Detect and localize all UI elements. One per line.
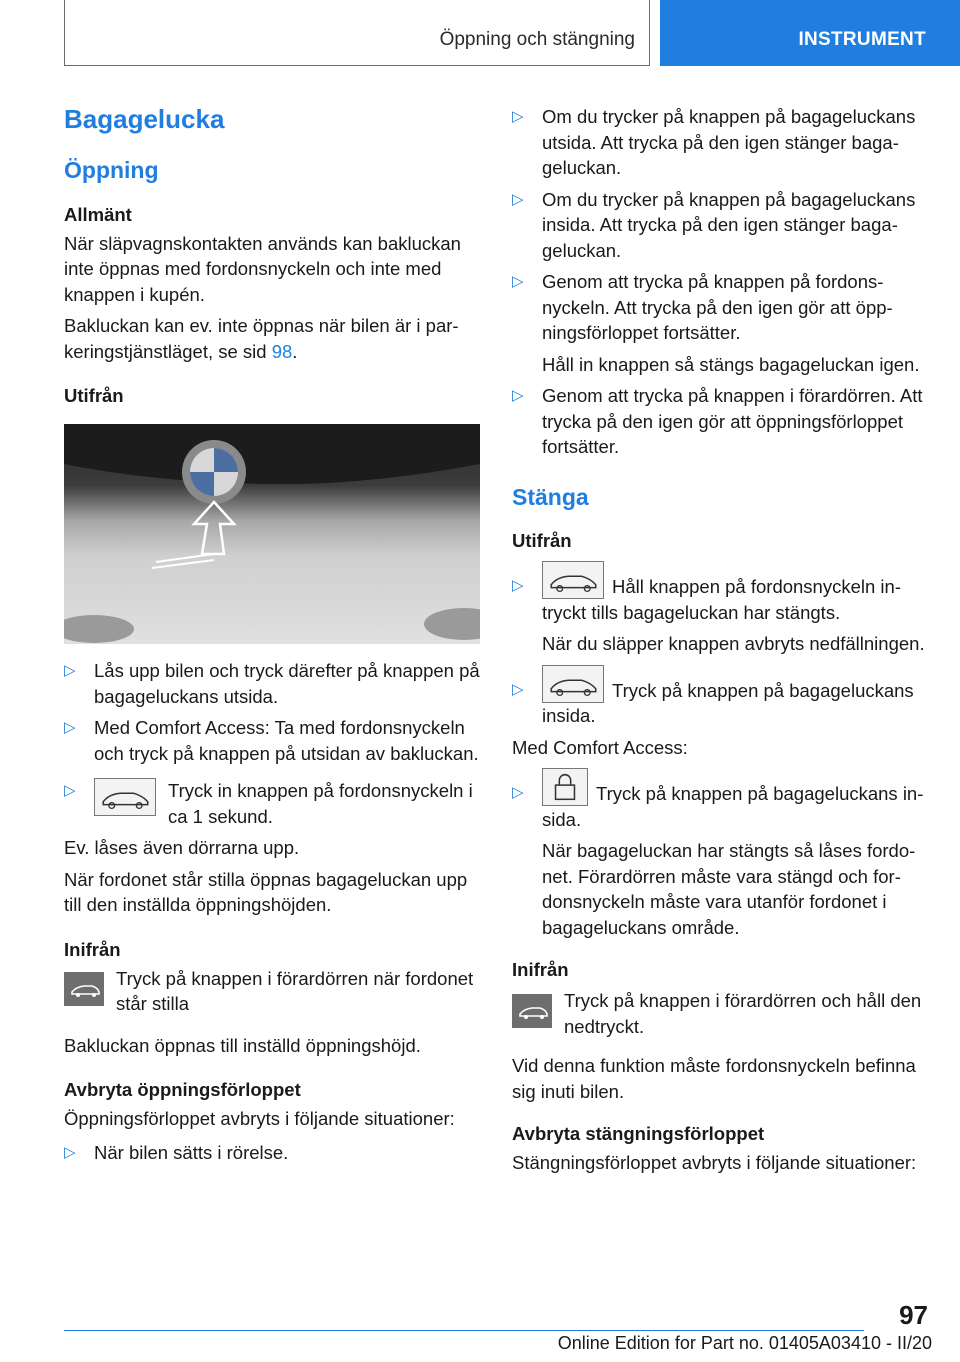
list-item-text: Tryck på knappen på bagageluckans insida. bbox=[542, 783, 924, 830]
paragraph-slapvagn: När släpvagnskontakten används kan bakluckan inte öppnas med fordonsnyckeln och inte med knappen i kupén. bbox=[64, 232, 461, 305]
heading-avbryta-oppning: Avbryta öppningsförloppet bbox=[64, 1079, 301, 1101]
triangle-bullet-icon: ▷ bbox=[64, 1143, 76, 1161]
paragraph-parkering-text: Bakluckan kan ev. inte öppnas när bilen är i parkeringstjänstläget, se sid bbox=[64, 315, 459, 362]
lock-icon bbox=[542, 768, 588, 806]
header-section-title: Öppning och stängning bbox=[439, 29, 635, 50]
list-item bbox=[512, 187, 928, 264]
list-item-text: Genom att trycka på knappen i förardörren. Att trycka på den igen gör att öppningsförloppet fortsätter. bbox=[542, 385, 923, 457]
triangle-bullet-icon: ▷ bbox=[64, 719, 76, 737]
list-item bbox=[512, 104, 928, 181]
inside-button-text: Tryck på knappen i förardörren när fordonet står stilla bbox=[116, 967, 474, 1015]
paragraph-key-inside: Vid denna funktion måste fordonsnyckeln befinna sig inuti bilen. bbox=[512, 1055, 916, 1102]
list-item bbox=[64, 658, 480, 709]
triangle-bullet-icon: ▷ bbox=[512, 784, 524, 802]
triangle-bullet-icon: ▷ bbox=[512, 273, 524, 290]
list-item bbox=[64, 715, 480, 766]
trunk-photo-illustration bbox=[64, 424, 480, 644]
paragraph-open-height: Bakluckan öppnas till inställd öppningshöjd. bbox=[64, 1034, 421, 1056]
list-item-subtext: När bagageluckan har stängts så låses fordonet. Förardörren måste vara stängd och fordonsnyckeln måste vara utanför fordonet i bagageluckans område. bbox=[542, 840, 916, 938]
right-column bbox=[512, 104, 928, 1176]
page-number: 97 bbox=[899, 1300, 928, 1330]
close-outside-bullets bbox=[512, 561, 928, 729]
list-item bbox=[512, 269, 928, 377]
list-item bbox=[512, 561, 928, 657]
list-item-subtext: När du släpper knappen avbryts nedfällningen. bbox=[542, 633, 925, 655]
paragraph-doors: Ev. låses även dörrarna upp. bbox=[64, 837, 300, 859]
header-chapter-title: INSTRUMENT bbox=[798, 29, 926, 50]
paragraph-interrupt: Öppningsförloppet avbryts i följande situationer: bbox=[64, 1108, 455, 1130]
list-item-text: Tryck på knappen på bagageluckans insida. bbox=[542, 679, 914, 727]
inside-close-row bbox=[512, 988, 928, 1039]
triangle-bullet-icon: ▷ bbox=[512, 190, 524, 208]
triangle-bullet-icon: ▷ bbox=[64, 782, 76, 800]
footer-divider bbox=[64, 1330, 864, 1331]
key-button-text: Tryck in knappen på fordonsnyckeln i ca 1 sekund. bbox=[168, 780, 473, 827]
heading-inifran: Inifrån bbox=[64, 938, 121, 960]
driver-door-trunk-icon bbox=[512, 994, 552, 1028]
list-item-text: Genom att trycka på knappen på fordonsnyckeln. Att trycka på den igen gör att öppningsförloppet fortsätter. bbox=[542, 271, 893, 343]
paragraph-parkering-end: . bbox=[292, 340, 298, 362]
triangle-bullet-icon: ▷ bbox=[512, 387, 524, 404]
triangle-bullet-icon: ▷ bbox=[64, 662, 76, 680]
heading-allmant: Allmänt bbox=[64, 203, 132, 225]
left-column bbox=[64, 96, 480, 1165]
section-heading-oppning: Öppning bbox=[64, 157, 159, 184]
driver-door-trunk-icon bbox=[64, 972, 104, 1006]
paragraph-close-interrupt: Stängningsförloppet avbryts i följande situationer: bbox=[512, 1152, 917, 1174]
interrupt-bullets-continued bbox=[512, 104, 928, 460]
triangle-bullet-icon: ▷ bbox=[512, 577, 524, 595]
header-chapter-tab bbox=[660, 0, 960, 66]
trunk-button-photo bbox=[64, 424, 480, 644]
header-section-tab bbox=[64, 0, 650, 66]
list-item-text: Med Comfort Access: Ta med fordonsnyckeln och tryck på knappen på utsidan av bakluckan. bbox=[94, 717, 479, 764]
section-heading-stanga: Stänga bbox=[512, 483, 589, 510]
list-item bbox=[64, 1140, 480, 1166]
page-title: Bagagelucka bbox=[64, 104, 225, 134]
car-trunk-key-icon bbox=[542, 561, 604, 599]
car-trunk-inside-icon bbox=[542, 665, 604, 703]
car-trunk-key-icon bbox=[94, 778, 156, 816]
list-item bbox=[512, 665, 928, 729]
heading-avbryta-stangning: Avbryta stängningsförloppet bbox=[512, 1123, 765, 1145]
list-item-text: När bilen sätts i rörelse. bbox=[94, 1141, 289, 1163]
page-link-98[interactable]: 98 bbox=[271, 340, 293, 362]
list-item bbox=[512, 383, 928, 460]
unlock-bullets bbox=[64, 658, 480, 766]
comfort-bullets bbox=[512, 768, 928, 940]
heading-utifran-stanga: Utifrån bbox=[512, 530, 572, 552]
heading-utifran: Utifrån bbox=[64, 385, 124, 407]
edition-note: Online Edition for Part no. 01405A03410 - II/20 bbox=[557, 1333, 932, 1353]
key-button-row bbox=[64, 778, 480, 829]
inside-button-row bbox=[64, 966, 480, 1017]
inside-close-text: Tryck på knappen i förardörren och håll den nedtryckt. bbox=[564, 990, 922, 1037]
list-item-text: Om du trycker på knappen på bagageluckans insida. Att trycka på den igen stänger bagageluckan. bbox=[542, 188, 916, 261]
list-item-text: Om du trycker på knappen på bagageluckans utsida. Att trycka på den igen stänger bagageluckan. bbox=[542, 106, 916, 178]
list-item bbox=[512, 768, 928, 940]
heading-inifran-stanga: Inifrån bbox=[512, 959, 569, 981]
paragraph-comfort: Med Comfort Access: bbox=[512, 736, 688, 758]
paragraph-height: När fordonet står stilla öppnas bagageluckan upp till den inställda öppningshöjden. bbox=[64, 868, 468, 916]
interrupt-bullets bbox=[64, 1140, 480, 1166]
list-item-subtext: Håll in knappen så stängs bagageluckan igen. bbox=[542, 353, 920, 375]
triangle-bullet-icon: ▷ bbox=[512, 108, 524, 125]
list-item-text: Håll knappen på fordonsnyckeln intryckt tills bagageluckan har stängts. bbox=[542, 576, 901, 623]
triangle-bullet-icon: ▷ bbox=[512, 680, 524, 698]
paragraph-parkering bbox=[64, 313, 480, 364]
list-item-text: Lås upp bilen och tryck därefter på knappen på bagageluckans utsida. bbox=[94, 660, 480, 707]
